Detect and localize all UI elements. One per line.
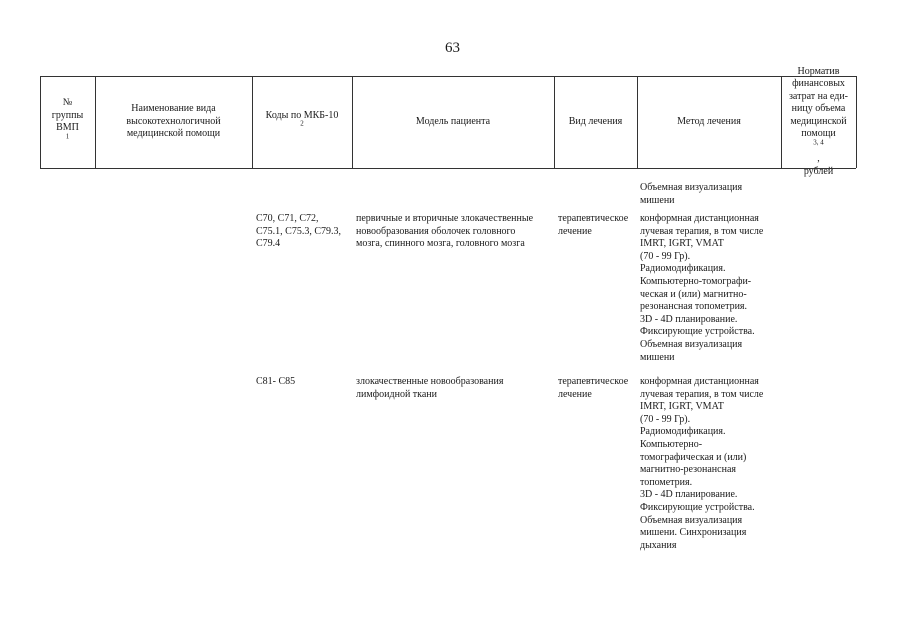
row-2-patient-model: злокачественные новообразования лимфоидной ткани bbox=[356, 376, 504, 400]
header-cost-norm: Норматив финансовых затрат на еди- ницу объема медицинской помощи $^{3, 4}$ , рублей bbox=[788, 65, 849, 177]
row-1-patient-model: первичные и вторичные злокачественные новообразования оболочек головного мозга, спинного мозга, головного мозга bbox=[356, 213, 534, 250]
row-2-method: конформная дистанционная лучевая терапия, в том числе IMRT, IGRT, VMAT (70 - 99 Гр). Радиомодификация. Компьютерно- томографическая и (или) магнитно-резонансная топометрия. 3D - 4D планирование. Фиксирующие устройства. Объемная визуализация мишени. Синхронизация дыхания bbox=[640, 376, 764, 551]
header-treatment-type: Вид лечения bbox=[568, 115, 623, 127]
carry-over-method: Объемная визуализация мишени bbox=[640, 182, 743, 206]
header-group-number: № группы ВМП $^1$ bbox=[51, 97, 84, 141]
row-1-treatment-type: терапевтическое лечение bbox=[558, 213, 629, 237]
row-2-treatment-type: терапевтическое лечение bbox=[558, 376, 629, 400]
header-care-name: Наименование вида высокотехнологичной медицинской помощи bbox=[126, 103, 221, 140]
row-2-codes: C81- C85 bbox=[256, 376, 296, 387]
page-number: 63 bbox=[445, 40, 460, 56]
header-patient-model: Модель пациента bbox=[415, 115, 491, 127]
column-divider bbox=[856, 76, 857, 168]
header-icd-codes: Коды по МКБ-10 $^2$ bbox=[265, 109, 339, 128]
table-header-bottom-border bbox=[40, 168, 856, 169]
row-1-method: конформная дистанционная лучевая терапия, в том числе IMRT, IGRT, VMAT (70 - 99 Гр). Радиомодификация. Компьютерно-томографи- ческая и (или) магнитно- резонансная топометрия. 3D - 4D планирование. Фиксирующие устройства. Объемная визуализация мишени bbox=[640, 213, 764, 363]
header-treatment-method: Метод лечения bbox=[677, 115, 741, 127]
row-1-codes: C70, C71, C72, C75.1, C75.3, C79.3, C79.4 bbox=[256, 213, 342, 250]
